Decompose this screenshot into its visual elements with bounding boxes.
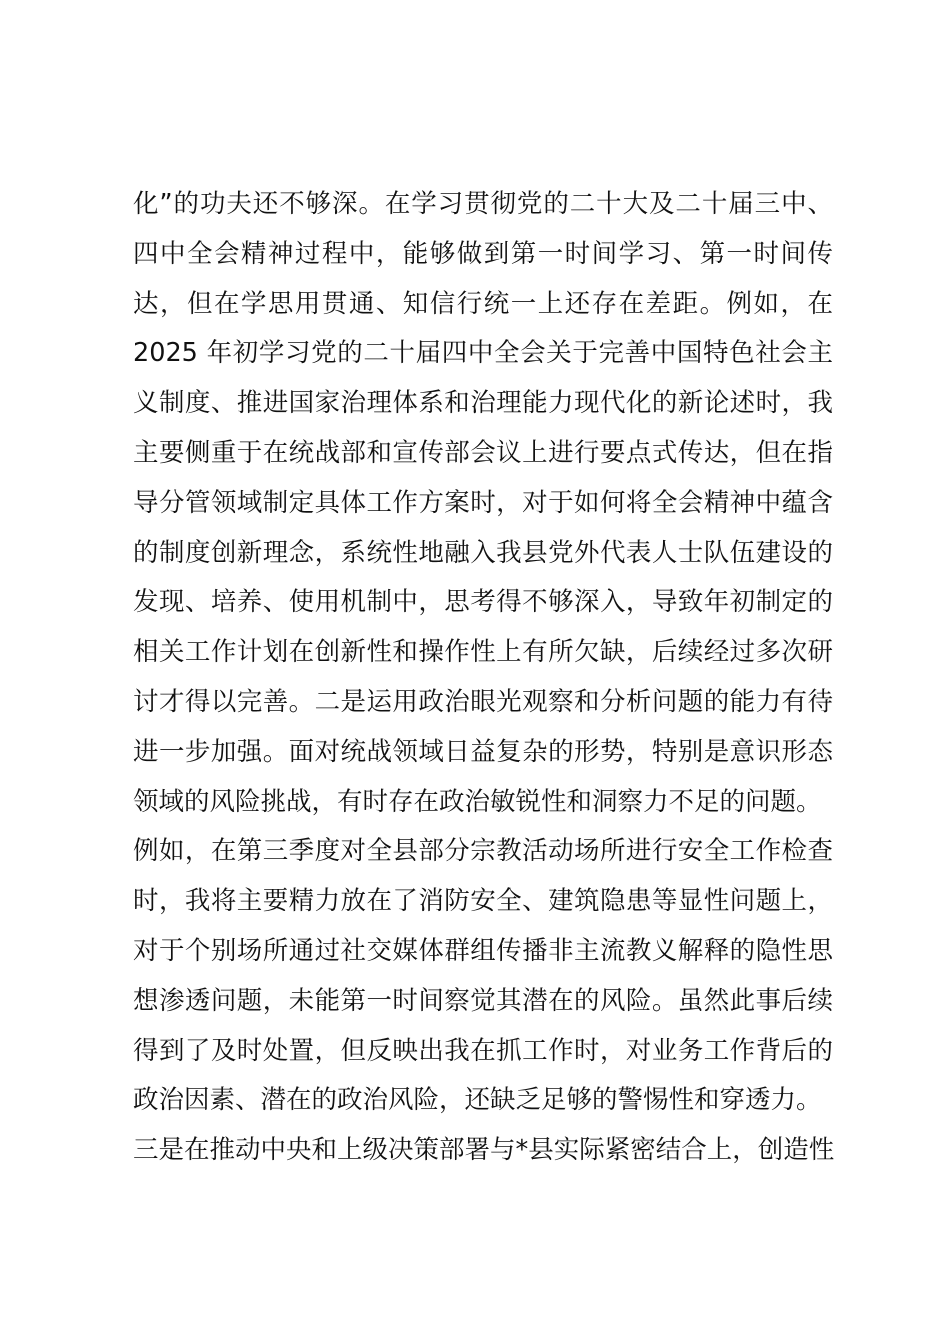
text-line: 政治因素、潜在的政治风险，还缺乏足够的警惕性和穿透力。 [133,1085,822,1116]
body-paragraph [133,180,833,1176]
text-line: 的制度创新理念，系统性地融入我县党外代表人士队伍建设的 [133,537,833,568]
text-line: 进一步加强。面对统战领域日益复杂的形势，特别是意识形态 [133,736,833,767]
text-line: 化”的功夫还不够深。在学习贯彻党的二十大及二十届三中、 [133,189,833,219]
text-line: 领域的风险挑战，有时存在政治敏锐性和洞察力不足的问题。 [133,786,822,817]
text-line: 2025 年初学习党的二十届四中全会关于完善中国特色社会主 [133,338,833,369]
text-line: 导分管领域制定具体工作方案时，对于如何将全会精神中蕴含 [133,487,833,518]
text-line: 主要侧重于在统战部和宣传部会议上进行要点式传达，但在指 [133,437,833,468]
text-line: 对于个别场所通过社交媒体群组传播非主流教义解释的隐性思 [133,935,833,966]
text-line: 达，但在学思用贯通、知信行统一上还存在差距。例如，在 [133,288,833,319]
text-line: 例如，在第三季度对全县部分宗教活动场所进行安全工作检查 [133,836,833,867]
text-line: 得到了及时处置，但反映出我在抓工作时，对业务工作背后的 [133,1035,833,1066]
text-line: 义制度、推进国家治理体系和治理能力现代化的新论述时，我 [133,388,833,419]
text-line: 发现、培养、使用机制中，思考得不够深入，导致年初制定的 [133,587,833,618]
text-line: 时，我将主要精力放在了消防安全、建筑隐患等显性问题上， [133,886,833,917]
text-line: 讨才得以完善。二是运用政治眼光观察和分析问题的能力有待 [133,686,833,717]
text-line: 想渗透问题，未能第一时间察觉其潜在的风险。虽然此事后续 [133,985,833,1016]
text-line: 三是在推动中央和上级决策部署与*县实际紧密结合上，创造性 [133,1135,835,1166]
text-line: 相关工作计划在创新性和操作性上有所欠缺，后续经过多次研 [133,637,833,668]
text-line: 四中全会精神过程中，能够做到第一时间学习、第一时间传 [133,238,833,269]
